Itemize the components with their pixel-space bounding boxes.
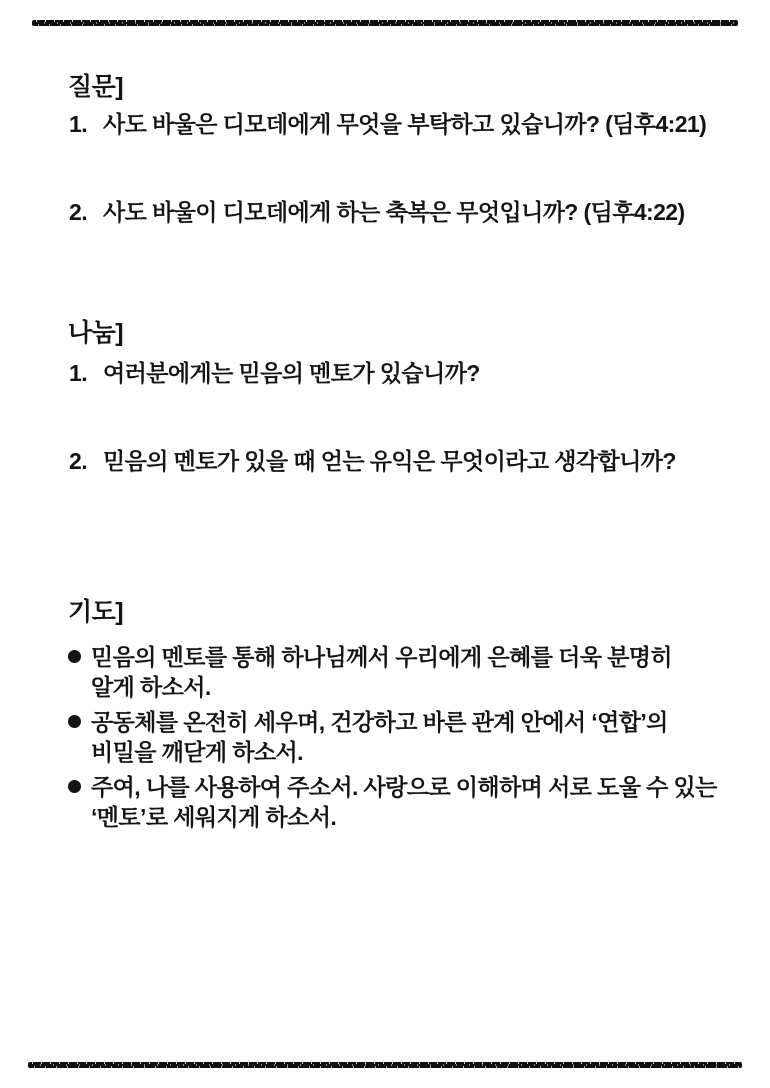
section-heading-prayer: 기도] [68, 598, 124, 626]
sharing-item [69, 447, 676, 476]
item-number: 1. [69, 360, 87, 386]
prayer-text: 공동체를 온전히 세우며, 건강하고 바른 관계 안에서 ‘연합’의 비밀을 깨닫게 하소서. [91, 709, 668, 765]
bullet-icon [68, 650, 81, 663]
item-number: 1. [69, 111, 87, 137]
prayer-item [68, 707, 718, 767]
prayer-text: 주여, 나를 사용하여 주소서. 사랑으로 이해하며 서로 도울 수 있는 ‘멘토’로 세워지게 하소서. [91, 774, 717, 830]
prayer-item [68, 772, 718, 832]
section-heading-sharing: 나눔] [68, 319, 124, 347]
item-text: 사도 바울이 디모데에게 하는 축복은 무엇입니까? (딤후4:22) [103, 199, 685, 225]
prayer-text: 믿음의 멘토를 통해 하나님께서 우리에게 은혜를 더욱 분명히 알게 하소서. [91, 644, 672, 700]
prayer-item [68, 642, 718, 702]
item-text: 사도 바울은 디모데에게 무엇을 부탁하고 있습니까? (딤후4:21) [103, 111, 707, 137]
sharing-item [69, 359, 480, 388]
item-number: 2. [69, 199, 87, 225]
top-divider-line [32, 20, 738, 26]
item-text: 여러분에게는 믿음의 멘토가 있습니까? [103, 360, 480, 386]
item-number: 2. [69, 448, 87, 474]
item-text: 믿음의 멘토가 있을 때 얻는 유익은 무엇이라고 생각합니까? [103, 448, 676, 474]
section-heading-questions: 질문] [68, 73, 124, 101]
question-item [69, 198, 685, 227]
question-item [69, 110, 706, 139]
prayer-list [68, 642, 718, 837]
bullet-icon [68, 715, 81, 728]
bullet-icon [68, 780, 81, 793]
bottom-divider-line [28, 1062, 742, 1068]
